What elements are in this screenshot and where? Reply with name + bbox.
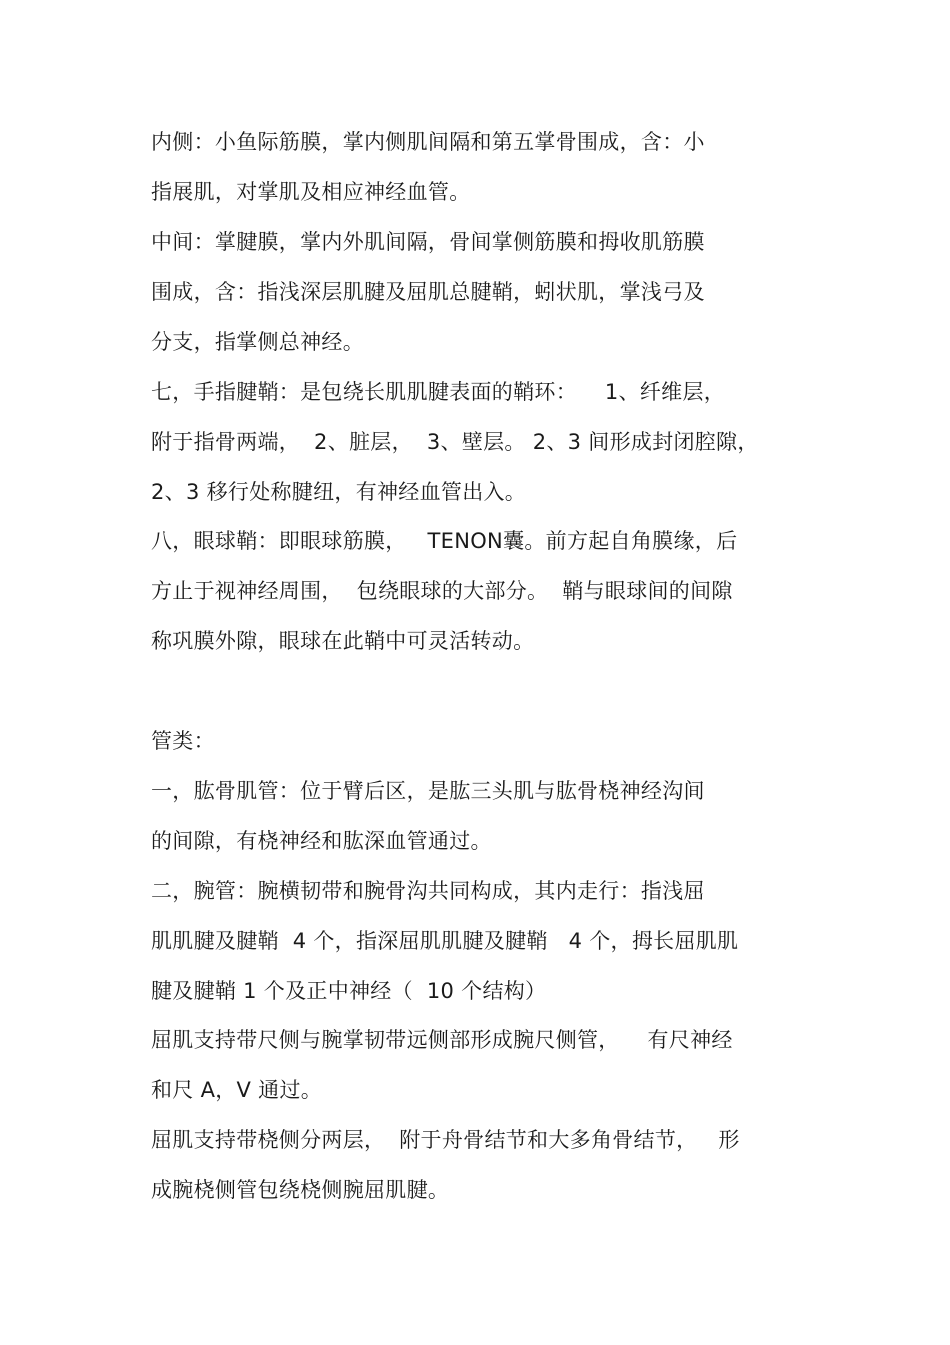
text-line: 和尺 A，V 通过。 — [151, 1078, 323, 1102]
text-line: 一，肱骨肌管：位于臂后区，是肱三头肌与肱骨桡神经沟间 — [151, 779, 705, 803]
text-line: 屈肌支持带尺侧与腕掌韧带远侧部形成腕尺侧管， 有尺神经 — [151, 1028, 733, 1052]
text-line: 2、3 移行处称腱纽，有神经血管出入。 — [151, 480, 527, 504]
section-heading: 管类： — [151, 729, 215, 753]
text-line: 七，手指腱鞘：是包绕长肌肌腱表面的鞘环： 1、纤维层， — [151, 380, 726, 404]
text-line: 围成，含：指浅深层肌腱及屈肌总腱鞘，蚓状肌，掌浅弓及 — [151, 280, 705, 304]
text-line: 八，眼球鞘：即眼球筋膜， TENON囊。前方起自角膜缘，后 — [151, 529, 738, 553]
text-line: 称巩膜外隙，眼球在此鞘中可灵活转动。 — [151, 629, 535, 653]
text-line: 内侧：小鱼际筋膜，掌内侧肌间隔和第五掌骨围成，含：小 — [151, 130, 705, 154]
text-line: 成腕桡侧管包绕桡侧腕屈肌腱。 — [151, 1178, 450, 1202]
text-line: 腱及腱鞘 1 个及正中神经（ 10 个结构） — [151, 979, 547, 1003]
text-line: 屈肌支持带桡侧分两层， 附于舟骨结节和大多角骨结节， 形 — [151, 1128, 740, 1152]
text-line: 肌肌腱及腱鞘 4 个，指深屈肌肌腱及腱鞘 4 个，拇长屈肌肌 — [151, 929, 739, 953]
text-line: 分支，指掌侧总神经。 — [151, 330, 364, 354]
text-line: 方止于视神经周围， 包绕眼球的大部分。 鞘与眼球间的间隙 — [151, 579, 733, 603]
text-line: 中间：掌腱膜，掌内外肌间隔，骨间掌侧筋膜和拇收肌筋膜 — [151, 230, 705, 254]
text-line: 二，腕管：腕横韧带和腕骨沟共同构成，其内走行：指浅屈 — [151, 879, 705, 903]
text-line: 指展肌，对掌肌及相应神经血管。 — [151, 180, 471, 204]
text-line: 的间隙，有桡神经和肱深血管通过。 — [151, 829, 492, 853]
text-line: 附于指骨两端， 2、脏层， 3、壁层。 2、3 间形成封闭腔隙， — [151, 430, 759, 454]
